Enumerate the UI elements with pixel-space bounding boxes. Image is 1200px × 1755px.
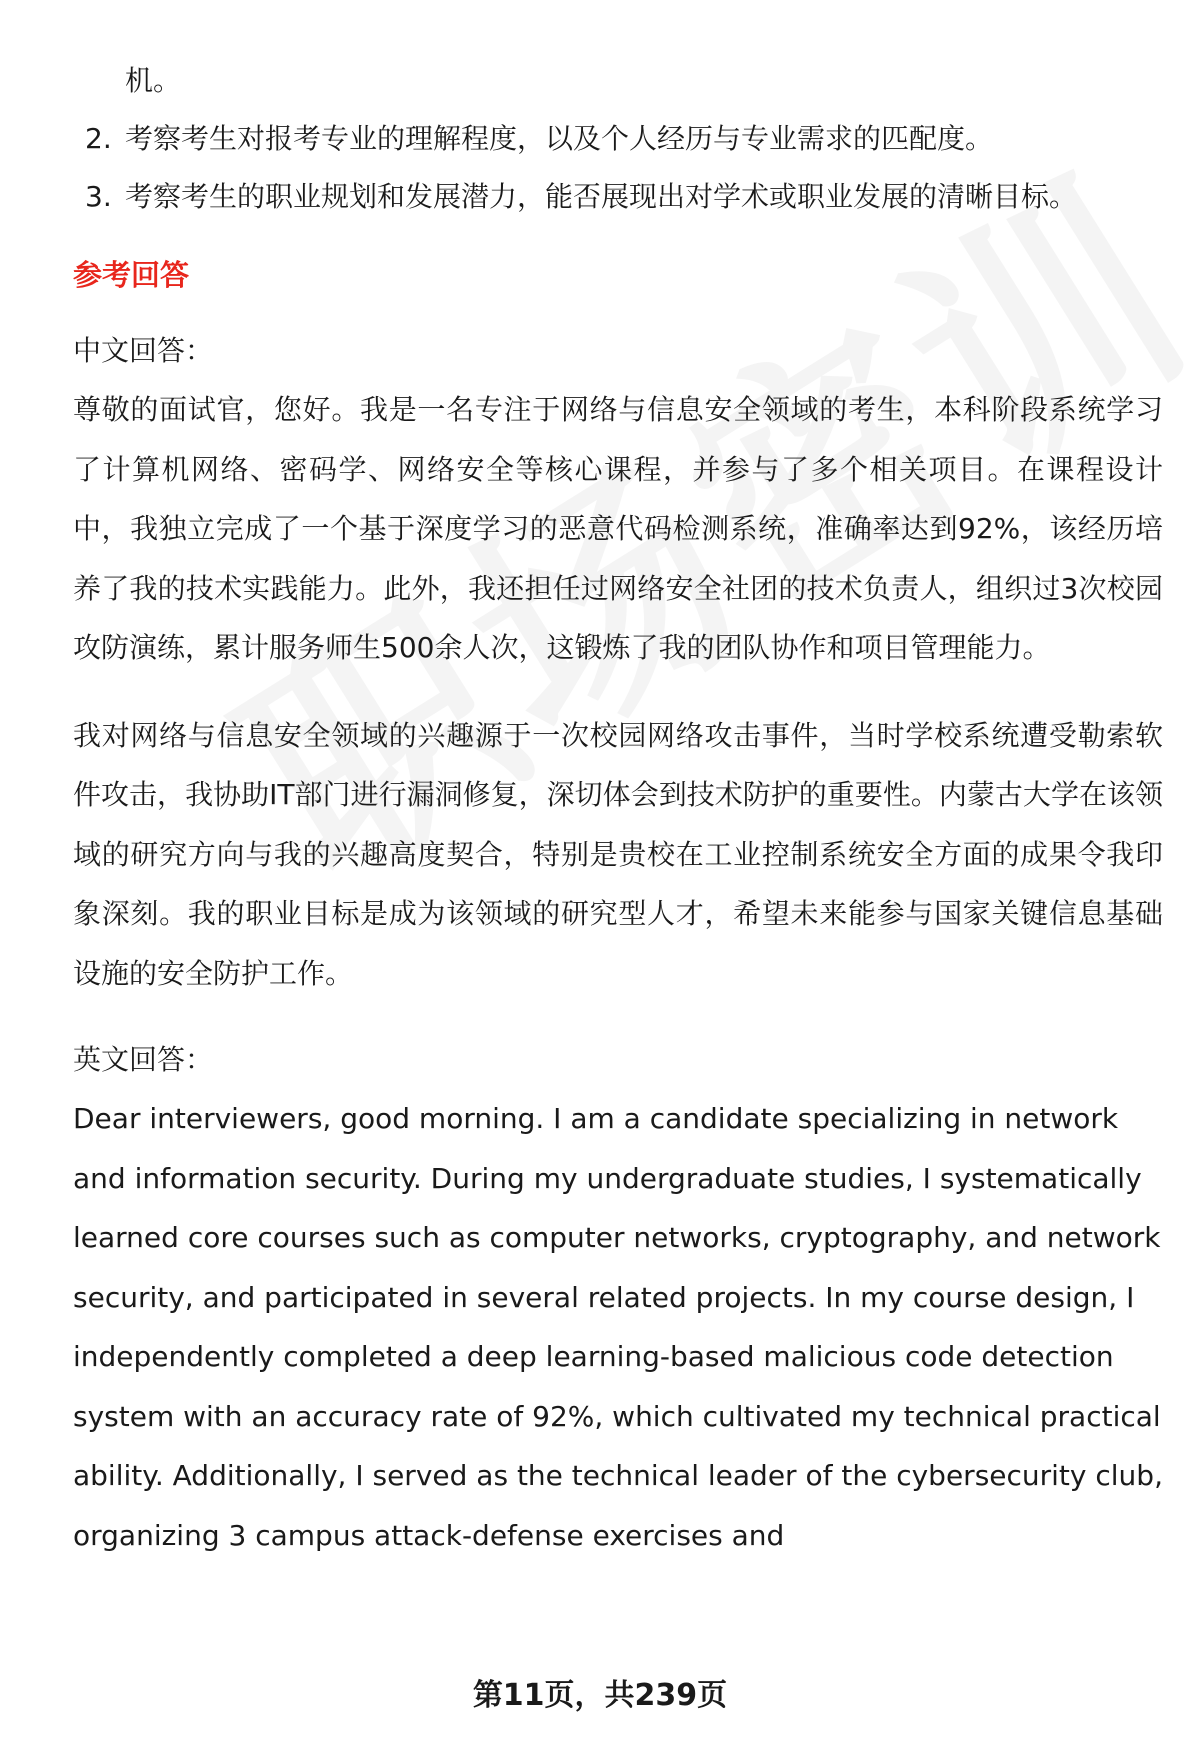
criteria-text: 考察考生对报考专业的理解程度，以及个人经历与专业需求的匹配度。 [125, 122, 994, 155]
chinese-paragraph: 尊敬的面试官，您好。我是一名专注于网络与信息安全领域的考生，本科阶段系统学习了计算机网络、密码学、网络安全等核心课程，并参与了多个相关项目。在课程设计中，我独立完成了一个基于深度学习的恶意代码检测系统，准确率达到92%，该经历培养了我的技术实践能力。此外，我还担任过网络安全社团的技术负责人，组织过3次校园攻防演练，累计服务师生500余人次，这锻炼了我的团队协作和项目管理能力。 [73, 393, 1163, 664]
english-answer-label: 英文回答： [73, 1043, 214, 1076]
chinese-paragraph: 我对网络与信息安全领域的兴趣源于一次校园网络攻击事件，当时学校系统遭受勒索软件攻击，我协助IT部门进行漏洞修复，深切体会到技术防护的重要性。内蒙古大学在该领域的研究方向与我的兴趣高度契合，特别是贵校在工业控制系统安全方面的成果令我印象深刻。我的职业目标是成为该领域的研究型人才，希望未来能参与国家关键信息基础设施的安全防护工作。 [73, 718, 1163, 990]
criteria-list [73, 110, 1163, 226]
continued-text: 机。 [125, 64, 182, 97]
list-number: 2. [85, 122, 112, 155]
english-paragraph: Dear interviewers, good morning. I am a candidate specializing in network and information security. During my undergraduate studies, I systematically learned core courses such as computer networks, cryptography, and network security, and participated in several related projects. In my course design, I independently completed a deep learning-based malicious code detection system with an accuracy rate of 92%, which cultivated my technical practical ability. Additionally, I served as the technical leader of the cybersecurity club, organizing 3 campus attack-defense exercises and [73, 1102, 1163, 1552]
chinese-answer-label: 中文回答： [73, 334, 214, 367]
page-number-footer: 第11页，共239页 [472, 1678, 728, 1713]
page-content [73, 52, 1163, 1565]
criteria-text: 考察考生的职业规划和发展潜力，能否展现出对学术或职业发展的清晰目标。 [125, 180, 1078, 213]
reference-answer-heading: 参考回答 [73, 258, 190, 292]
list-number: 3. [85, 180, 112, 213]
criteria-item [73, 110, 1163, 168]
criteria-item [73, 168, 1163, 226]
